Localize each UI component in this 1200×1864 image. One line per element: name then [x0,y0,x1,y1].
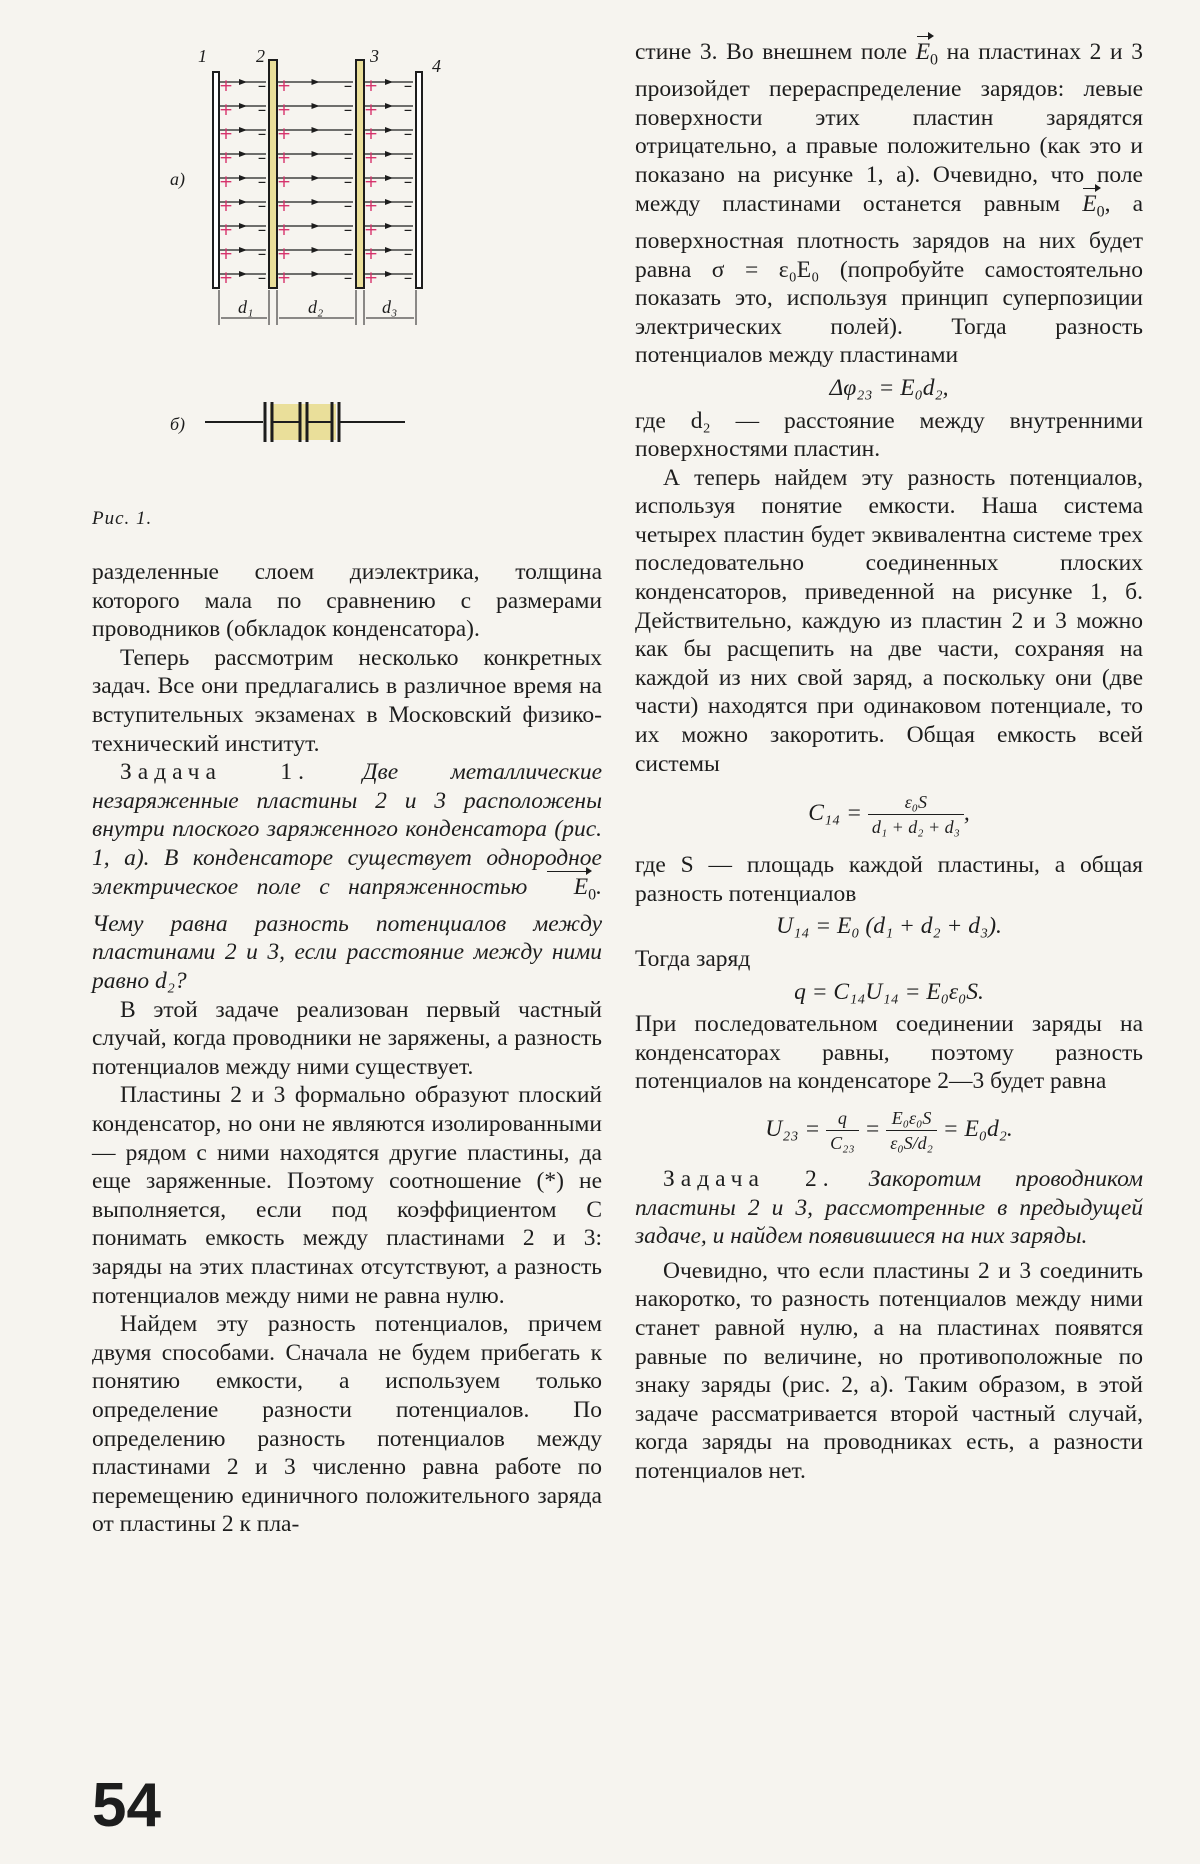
field-arrow [312,247,320,253]
problem-1-question: . Чему равна разность потенциалов между пластинами 2 и 3, если расстояние между ними равно d₂? [92,873,602,994]
dim-label-d2: d₂ [308,297,324,317]
negative-charge: – [343,76,353,96]
negative-charge: – [343,268,353,288]
paragraph: где S — площадь каждой пластины, а общая разность потенциалов [635,852,1143,907]
negative-charge: – [257,124,267,144]
paragraph: А теперь найдем эту разность потенциалов, используя понятие емкости. Наша система четырех пластин будет эквивалентна системе трех последовательно соединенных плоских конденсаторов, приведенной на рисунке 1, б. Действительно, каждую из пластин 2 и 3 можно как бы расщепить на две части, сохраняя на каждой из них свой заряд, а поскольку они (две части) находятся при одинаковом потенциале, то их можно закоротить. Общая емкость всей системы [635,464,1143,777]
positive-charge: + [276,100,292,120]
field-arrow [312,151,320,157]
field-arrow [239,79,247,85]
field-arrow [385,127,393,133]
problem-1-heading: Задача 1. [120,759,311,786]
paragraph: стине 3. Во внешнем поле $E_0$ на пластинах 2 и 3 произойдет перераспределение зарядов: левые поверхности этих пластин зарядятся отрицательно, а правые положительно (как это и показано на рисунке 1, а). Очевидно, что поле между пластинами останется равным $E_0$, а поверхностная плотность зарядов на них будет равна σ = ε₀E₀ (попробуйте самостоятельно показать это, используя принцип суперпозиции электрических полей). Тогда разность потенциалов между пластинами [635,39,1143,369]
positive-charge: + [363,172,379,192]
paragraph: Очевидно, что если пластины 2 и 3 соединить накоротко, то разность потенциалов между ними станет равной нулю, а на пластинах появятся равные по величине, но противоположные по знаку заряды (рис. 2, а). Таким образом, в этой задаче рассматривается второй частный случай, когда заряды на проводниках есть, а разности потенциалов нет. [635,1257,1143,1484]
negative-charge: – [257,244,267,264]
positive-charge: + [218,124,234,144]
plate-number-1: 1 [198,46,207,66]
left-column [92,558,602,1539]
negative-charge: – [343,100,353,120]
field-arrow [312,223,320,229]
positive-charge: + [218,220,234,240]
positive-charge: + [218,100,234,120]
positive-charge: + [363,124,379,144]
positive-charge: + [276,148,292,168]
problem-1: Задача 1. Две металлические незаряженные пластины 2 и 3 расположены внутри плоского заряженного конденсатора (рис. 1, а). В конденсаторе существует однородное электрическое поле с напряженностью $E_0$. Чему равна разность потенциалов между пластинами 2 и 3, если расстояние между ними равно d₂? [92,759,603,994]
plate-number-4: 4 [432,56,441,76]
problem-2-body: Закоротим проводником пластины 2 и 3, рассмотренные в предыдущей задаче, и найдем появившиеся на них заряды. [635,1165,1143,1250]
field-arrow [239,199,247,205]
negative-charge: – [343,172,353,192]
capacitor-figure [150,20,630,500]
figure-label-a: а) [170,169,185,189]
dim-label-d3: d₃ [382,297,398,317]
positive-charge: + [363,76,379,96]
page-number: 54 [92,1771,161,1840]
positive-charge: + [276,172,292,192]
negative-charge: – [257,220,267,240]
field-arrow [312,175,320,181]
positive-charge: + [218,76,234,96]
negative-charge: – [403,100,413,120]
paragraph: При последовательном соединении заряды на конденсаторах равны, поэтому разность потенциалов на конденсаторе 2—3 будет равна [635,1011,1143,1095]
field-vector: E [1082,190,1097,217]
problem-1-body: Две металлические незаряженные пластины 2 и 3 расположены внутри плоского заряженного конденсатора (рис. 1, а). В конденсаторе существует однородное электрическое поле с напряженностью [92,759,603,900]
positive-charge: + [363,148,379,168]
surface-charges [219,76,412,288]
plate-number-3: 3 [370,46,379,66]
figure-caption: Рис. 1. [92,508,153,529]
negative-charge: – [257,100,267,120]
series-capacitors-diagram [205,402,405,442]
positive-charge: + [218,244,234,264]
problem-2-heading: Задача 2. [663,1165,835,1192]
field-arrow [312,199,320,205]
figure-label-b: б) [170,414,186,434]
positive-charge: + [276,196,292,216]
right-column [635,38,1143,1486]
positive-charge: + [363,196,379,216]
formula-total-capacitance: C₁₄ = $\frac{\text{ε₀S}}{\text{d₁ + d₂ + d₃}}$ , [808,792,970,838]
paragraph: где d₂ — расстояние между внутренними поверхностями пластин. [635,407,1143,463]
field-arrow [385,199,393,205]
negative-charge: – [257,268,267,288]
positive-charge: + [276,268,292,288]
positive-charge: + [363,220,379,240]
negative-charge: – [403,244,413,264]
field-arrow [239,103,247,109]
negative-charge: – [343,196,353,216]
field-arrow [239,247,247,253]
field-arrow [312,127,320,133]
negative-charge: – [403,124,413,144]
formula-voltage-23: U₂₃ = $\frac{q}{\text{C₂₃}}$ = $\frac{\text{E₀ε₀S}}{\text{ε₀S/d₂}}$ = E₀d₂. [765,1107,1013,1153]
positive-charge: + [218,196,234,216]
negative-charge: – [257,148,267,168]
paragraph: В этой задаче реализован первый частный случай, когда проводники не заряжены, а разность потенциалов между ними существует. [92,996,602,1080]
field-arrow [239,151,247,157]
negative-charge: – [257,172,267,192]
positive-charge: + [218,148,234,168]
field-arrow [385,247,393,253]
field-arrow [239,127,247,133]
field-arrow [385,223,393,229]
formula-total-voltage: U₁₄ = E₀ (d₁ + d₂ + d₃). [776,913,1002,940]
plate-4 [416,72,422,288]
negative-charge: – [343,148,353,168]
positive-charge: + [276,220,292,240]
field-arrow [385,103,393,109]
positive-charge: + [363,244,379,264]
field-arrow [385,175,393,181]
positive-charge: + [363,100,379,120]
field-arrow [239,223,247,229]
negative-charge: – [403,268,413,288]
field-arrow [239,175,247,181]
negative-charge: – [403,172,413,192]
dim-label-d1: d₁ [238,297,254,317]
negative-charge: – [403,220,413,240]
field-arrow [385,151,393,157]
positive-charge: + [363,268,379,288]
paragraph: разделенные слоем диэлектрика, толщина которого мала по сравнению с размерами проводников (обкладок конденсатора). [92,559,602,643]
formula-potential-difference: Δφ₂₃ = E₀d₂, [829,374,949,401]
positive-charge: + [276,76,292,96]
negative-charge: – [403,76,413,96]
negative-charge: – [257,76,267,96]
positive-charge: + [276,244,292,264]
field-vector: E [915,39,931,65]
paragraph: Теперь рассмотрим несколько конкретных задач. Все они предлагались в различное время на вступительных экзаменах в Московский физико-технический институт. [92,644,602,757]
paragraph: Найдем эту разность потенциалов, причем двумя способами. Сначала не будем прибегать к понятию емкости, а используем только определение разности потенциалов. По определению разность потенциалов между пластинами 2 и 3 численно равна работе по перемещению единичного положительного заряда от пластины 2 к пла- [92,1311,602,1538]
negative-charge: – [343,220,353,240]
formula-charge: q = C₁₄U₁₄ = E₀ε₀S. [794,978,984,1005]
negative-charge: – [343,244,353,264]
negative-charge: – [257,196,267,216]
negative-charge: – [343,124,353,144]
negative-charge: – [403,196,413,216]
field-lines [220,79,413,277]
plate-number-2: 2 [256,46,265,66]
field-arrow [385,271,393,277]
negative-charge: – [403,148,413,168]
field-vector: E [546,873,588,902]
paragraph: Тогда заряд [635,946,751,972]
positive-charge: + [276,124,292,144]
plate-2 [269,60,277,288]
field-arrow [239,271,247,277]
plate-3 [356,60,364,288]
field-arrow [312,103,320,109]
positive-charge: + [218,268,234,288]
field-arrow [312,79,320,85]
paragraph: Пластины 2 и 3 формально образуют плоский конденсатор, но они не являются изолированными — рядом с ними находятся другие пластины, да еще заряженные. Поэтому соотношение (*) не выполняется, если под коэффициентом C понимать емкость между пластинами 2 и 3: заряды на этих пластинах отсутствуют, а разность потенциалов между ними не равна нулю. [92,1082,602,1309]
positive-charge: + [218,172,234,192]
problem-2 [635,1165,1143,1251]
field-arrow [385,79,393,85]
field-arrow [312,271,320,277]
